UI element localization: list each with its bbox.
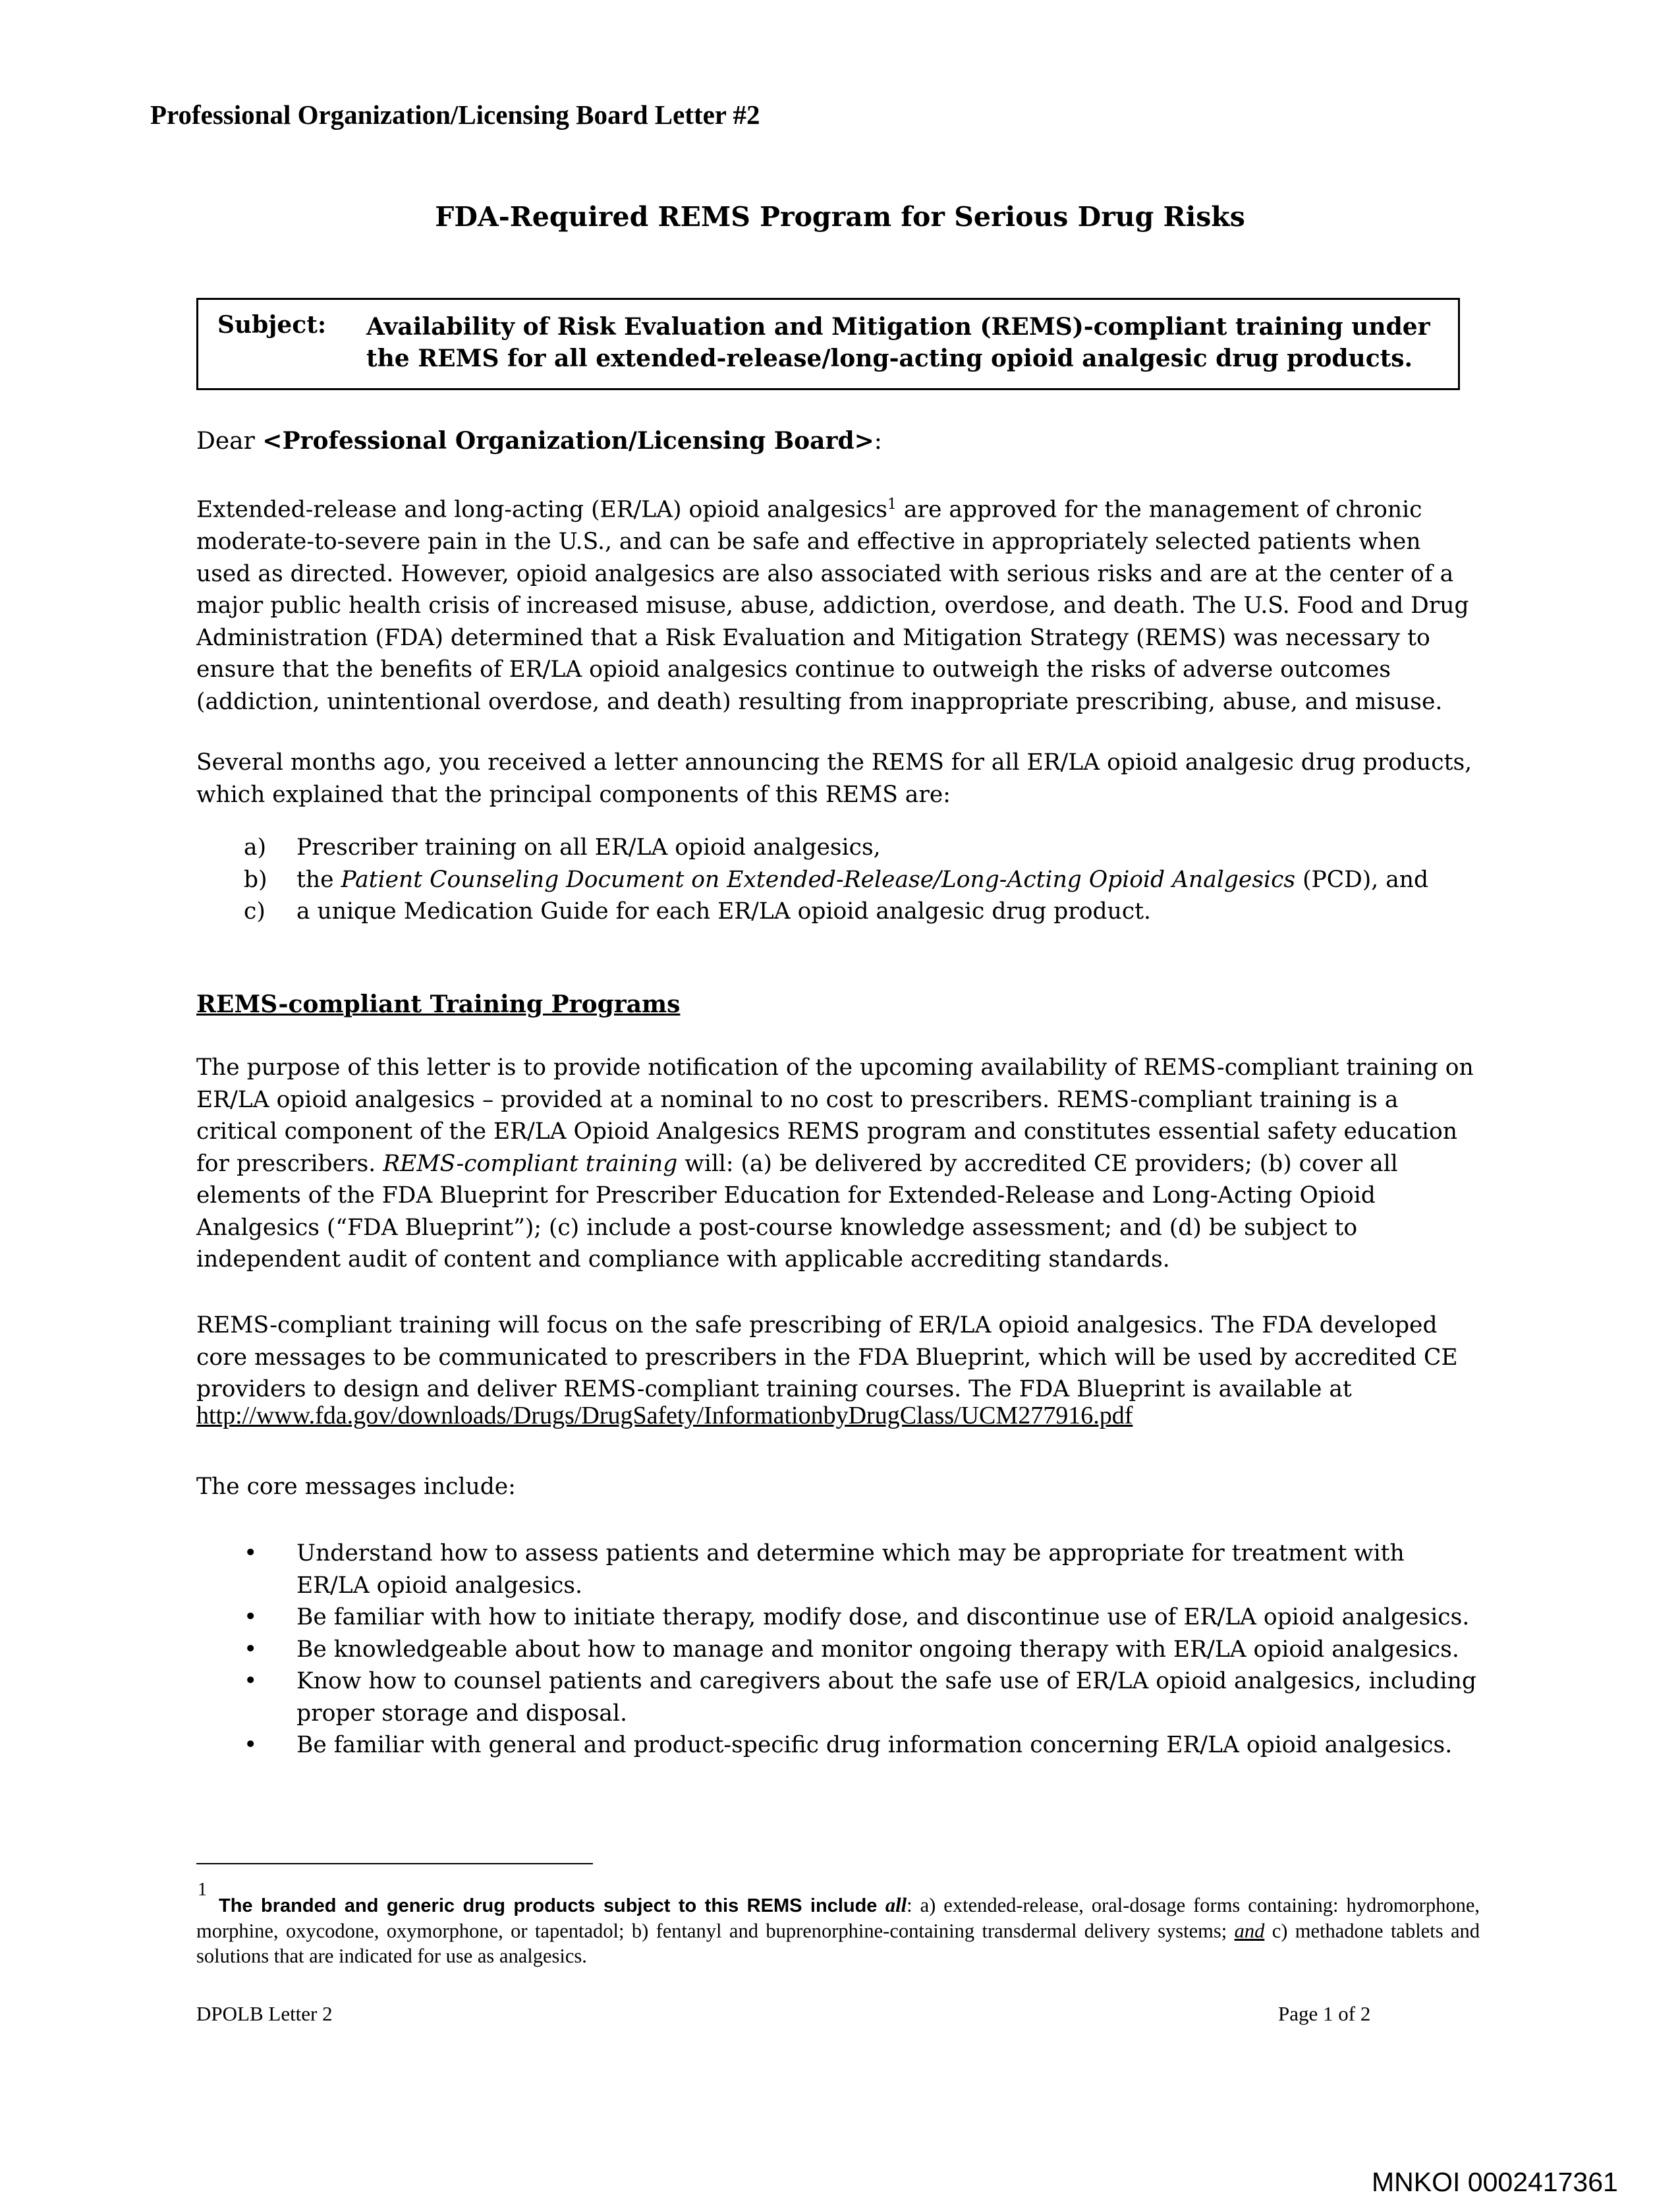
salutation-recipient: <Professional Organization/Licensing Board>: [262, 427, 874, 455]
footnote-lead: The branded and generic drug products subject to this REMS include: [219, 1895, 885, 1916]
footer-page-number: Page 1 of 2: [1278, 2002, 1371, 2025]
bullet-icon: •: [244, 1604, 258, 1630]
pcd-title: Patient Counseling Document on Extended-Release/Long-Acting Opioid Analgesics: [341, 866, 1296, 893]
components-list: [244, 832, 1469, 928]
paragraph-training-focus: REMS-compliant training will focus on the safe prescribing of ER/LA opioid analgesics. The FDA developed core messages to be communicated to prescribers in the FDA Blueprint, which will be used by accredited CE providers to design and deliver REMS-compliant training courses. The FDA Blueprint is available at: [196, 1312, 1458, 1402]
letter-header: Professional Organization/Licensing Board Letter #2: [150, 100, 760, 130]
salutation-suffix: :: [874, 428, 882, 455]
footnote-body: : a) extended-release, oral-dosage forms containing: hydromorphone, morphine, oxycodone, oxymorphone, or tapentadol; b) fentanyl and buprenorphine-containing transdermal delivery systems;: [196, 1894, 1480, 1942]
subject-label: Subject:: [217, 311, 327, 339]
paragraph-intro: [196, 489, 1474, 718]
list-item-text: a unique Medication Guide for each ER/LA opioid analgesic drug product.: [296, 898, 1151, 925]
list-marker: a): [244, 834, 267, 861]
bullet-icon: •: [244, 1636, 258, 1663]
list-item: [244, 1601, 1482, 1634]
footnote-number: 1: [198, 1879, 207, 1900]
paragraph-purpose-text-cont: will: (a) be delivered by accredited CE providers; (b) cover all elements of the FDA Blueprint for Prescriber Education for Extended-Release and Long-Acting Opioid Analgesics (“FDA Blueprint”); (c) include a post-course knowledge assessment; and (d) be subject to independent audit of content and compliance with applicable accrediting standards.: [196, 1150, 1398, 1273]
bullet-icon: •: [244, 1668, 258, 1694]
list-item: [244, 832, 1469, 864]
subject-text: Availability of Risk Evaluation and Mitigation (REMS)-compliant training under the REMS for all extended-release/long-acting opioid analgesic drug products.: [366, 313, 1430, 372]
list-item: [244, 864, 1469, 896]
paragraph-purpose-text: The purpose of this letter is to provide notification of the upcoming availability of REMS-compliant training on ER/LA opioid analgesics – provided at a nominal to no cost to prescribers. REMS-compliant training is a critical component of the ER/LA Opioid Analgesics REMS program and constitutes essential safety education for prescribers.: [196, 1054, 1474, 1177]
list-item: [244, 1729, 1482, 1762]
paragraph-intro-text: Extended-release and long-acting (ER/LA) opioid analgesics: [196, 496, 887, 523]
paragraph-core-messages-intro: The core messages include:: [196, 1474, 516, 1500]
footnote-lead-emphasis: all: [885, 1894, 907, 1916]
bullet-icon: •: [244, 1540, 258, 1566]
paragraph-purpose: [196, 1052, 1474, 1276]
list-marker: b): [244, 866, 267, 893]
list-item-text: Know how to counsel patients and caregivers about the safe use of ER/LA opioid analgesics, including proper storage and disposal.: [296, 1668, 1476, 1727]
list-item: [244, 1665, 1482, 1729]
list-item-text: Prescriber training on all ER/LA opioid analgesics,: [296, 834, 881, 861]
salutation-prefix: Dear: [196, 428, 263, 455]
blueprint-link[interactable]: http://www.fda.gov/downloads/Drugs/DrugSafety/InformationbyDrugClass/UCM277916.pdf: [196, 1402, 1133, 1429]
footer-doc-id: DPOLB Letter 2: [196, 2002, 333, 2025]
paragraph-components-intro: Several months ago, you received a letter announcing the REMS for all ER/LA opioid analgesic drug products, which explained that the principal components of this REMS are:: [196, 749, 1472, 808]
list-item-text: Be familiar with general and product-specific drug information concerning ER/LA opioid analgesics.: [296, 1732, 1453, 1758]
list-item: [244, 1634, 1482, 1666]
page-title: FDA-Required REMS Program for Serious Drug Risks: [435, 201, 1245, 233]
core-messages-list: [244, 1537, 1482, 1762]
section-heading: REMS-compliant Training Programs: [196, 990, 681, 1018]
list-marker: c): [244, 898, 266, 925]
salutation: [196, 427, 882, 455]
list-item-text: Understand how to assess patients and determine which may be appropriate for treatment with ER/LA opioid analgesics.: [296, 1540, 1405, 1599]
list-item-text: (PCD), and: [1295, 866, 1429, 893]
bates-number: MNKOI 0002417361: [1372, 2167, 1618, 2197]
footnote-text: [196, 1893, 1480, 1968]
paragraph-intro-text-cont: are approved for the management of chronic moderate-to-severe pain in the U.S., and can be safe and effective in appropriately selected patients when used as directed. However, opioid analgesics are also associated with serious risks and are at the center of a major public health crisis of increased misuse, abuse, addiction, overdose, and death. The U.S. Food and Drug Administration (FDA) determined that a Risk Evaluation and Mitigation Strategy (REMS) was necessary to ensure that the benefits of ER/LA opioid analgesics continue to outweigh the risks of adverse outcomes (addiction, unintentional overdose, and death) resulting from inappropriate prescribing, abuse, and misuse.: [196, 496, 1469, 715]
list-item-text: Be knowledgeable about how to manage and monitor ongoing therapy with ER/LA opioid analgesics.: [296, 1636, 1459, 1663]
list-item: [244, 896, 1469, 928]
list-item: [244, 1537, 1482, 1601]
bullet-icon: •: [244, 1732, 258, 1758]
footnote-reference: 1: [887, 496, 897, 513]
footnote-body-cont: c) methadone tablets and solutions that are indicated for use as analgesics.: [196, 1920, 1480, 1967]
list-item-text: the: [296, 866, 341, 893]
footnote-and-emphasis: and: [1234, 1920, 1265, 1942]
paragraph-purpose-emphasis: REMS-compliant training: [383, 1150, 678, 1177]
list-item-text: Be familiar with how to initiate therapy, modify dose, and discontinue use of ER/LA opioid analgesics.: [296, 1604, 1470, 1630]
footnote-divider: [196, 1863, 593, 1864]
